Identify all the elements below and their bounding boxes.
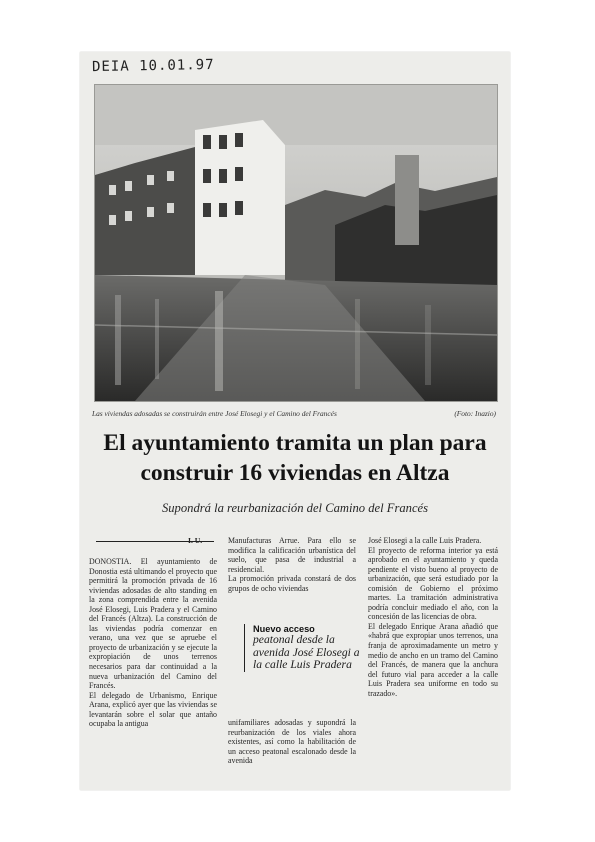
photo-credit: (Foto: Inazio) [454, 409, 496, 418]
handwritten-date-note: DEIA 10.01.97 [91, 56, 215, 76]
article-photo [94, 84, 498, 402]
article-column-2-top: Manufacturas Arrue. Para ello se modifica la calificación urbanística del suelo, que pasa de industrial a residencial. La promoción privada constará de dos grupos de ocho viviendas [228, 536, 356, 593]
pull-quote-lead: Nuevo acceso [253, 624, 315, 634]
pull-quote [244, 624, 361, 672]
article-column-3: José Elosegi a la calle Luis Pradera. El proyecto de reforma interior ya está aprobado en el ayuntamiento y queda pendiente el visto bueno al proyecto de urbanización, que será estudiado por la comisión de Gobierno el próximo martes. La tramitación administrativa podría concluir mediado el año, con la concesión de las licencias de obra. El delegado Enrique Arana añadió que «habrá que expropiar unos terrenos, una franja de aproximadamente un metro y medio de ancho en un tramo del Camino del Francés, de manera que la anchura del futuro vial para acceder a la calle Luis Pradera sea uniforme en todo su trazado». [368, 536, 498, 698]
article-headline: El ayuntamiento tramita un plan para construir 16 viviendas en Altza [103, 430, 487, 486]
article-column-1: DONOSTIA. El ayuntamiento de Donostia está ultimando el proyecto que permitirá la promoción privada de 16 viviendas adosadas de alto standing en la zona comprendida entre la avenida José Elosegi, Luis Pradera y el Camino del Francés (Altza). La construcción de las viviendas podría comenzar en verano, una vez que se apruebe el proyecto de urbanización y se ejecute la expropiación de unos terrenos necesarios para dar continuidad a la nueva urbanización del Camino del Francés. El delegado de Urbanismo, Enrique Arana, explicó ayer que las viviendas se levantarán sobre el solar que antaño ocupaba la antigua [89, 557, 217, 729]
photo-caption-row [92, 409, 496, 418]
article-author: I. U. [188, 536, 203, 545]
street-buildings-photo [95, 85, 497, 401]
pull-quote-text: peatonal desde la avenida José Elosegi a la calle Luis Pradera [253, 633, 360, 672]
article-subheadline: Supondrá la reurbanización del Camino del Francés [161, 501, 429, 515]
article-column-2-bottom: unifamiliares adosadas y supondrá la reurbanización de los viales ahora existentes, así como la habilitación de un acceso peatonal escalonado desde la avenida [228, 718, 356, 766]
photo-caption: Las viviendas adosadas se construirán entre José Elosegi y el Camino del Francés [92, 409, 337, 418]
